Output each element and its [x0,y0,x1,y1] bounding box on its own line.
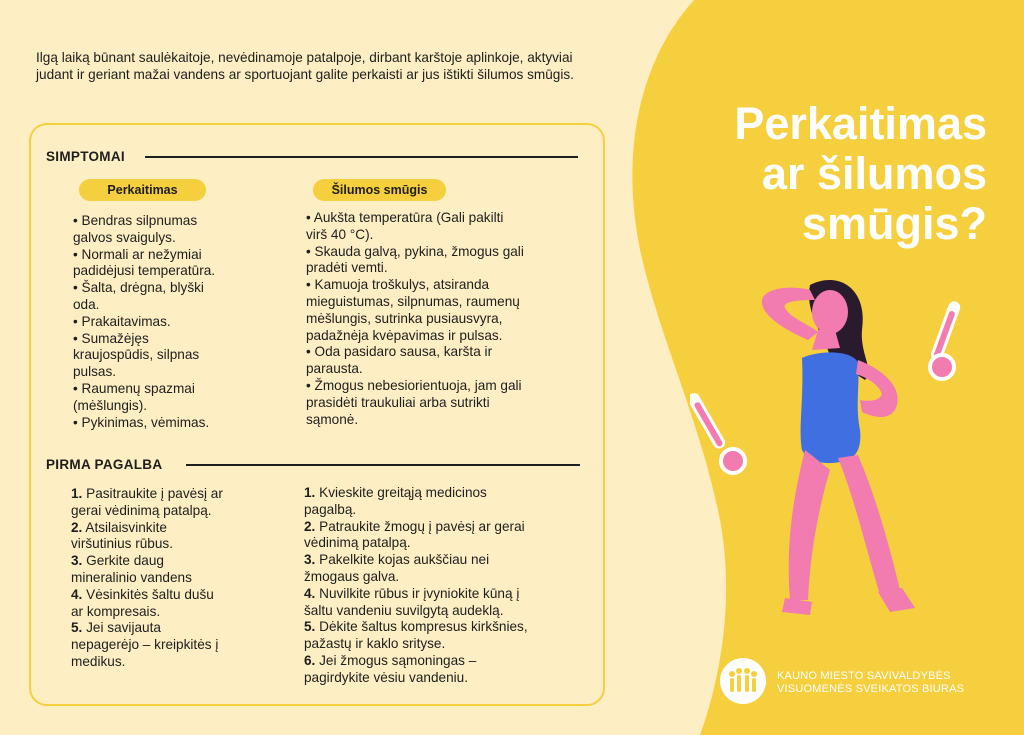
heatstroke-first-aid-list [304,485,594,687]
organization-logo-icon [719,657,767,705]
symptoms-title: SIMPTOMAI [46,149,125,164]
list-item-line: • Skauda galvą, pykina, žmogus gali [306,243,524,259]
list-item-line: mineralinio vandens [71,569,192,585]
list-item [304,485,594,519]
list-item-line: • Sumažėjęs [73,330,149,346]
list-item [71,553,281,587]
step-number: 6. [304,652,316,668]
list-item-line [71,620,281,637]
list-item-line [71,486,281,503]
step-number: 4. [304,585,316,601]
woman-heatstroke-illustration [690,270,990,630]
step-number: 3. [304,552,316,568]
overheating-first-aid-list [71,486,281,671]
list-item [73,381,273,415]
step-text: Jei žmogus sąmoningas – [319,652,477,668]
list-item-line: parausta. [306,361,363,377]
list-item [304,619,594,653]
step-text: Nuvilkite rūbus ir įvyniokite kūną į [319,585,520,601]
list-item [71,520,281,554]
list-item-line: ar kompresais. [71,603,161,619]
list-item-line [304,485,594,502]
step-number: 4. [71,586,83,602]
list-item-line [304,586,594,603]
list-item-line: • Prakaitavimas. [73,313,171,329]
list-item [71,486,281,520]
step-number: 1. [304,485,316,500]
list-item-line: • Bendras silpnumas [73,213,198,228]
list-item-line: (mėšlungis). [73,397,148,413]
list-item-line [304,519,594,536]
list-item-line: • Pykinimas, vėmimas. [73,414,210,430]
list-item-line: • Normali ar nežymiai [73,246,202,262]
list-item-line: • Žmogus nebesiorientuoja, jam gali [306,377,522,393]
step-number: 2. [304,518,316,534]
first-aid-title: PIRMA PAGALBA [46,457,163,472]
list-item-line: mieguistumas, silpnumas, raumenų [306,293,520,309]
list-item [306,378,586,428]
list-item-line: • Raumenų spazmai [73,380,195,396]
list-item-line [71,587,281,604]
list-item-line: nepagerėjo – kreipkitės į [71,637,219,653]
list-item-line: • Kamuoja troškulys, atsiranda [306,277,490,293]
list-item-line [71,553,281,570]
step-number: 2. [71,519,83,535]
list-item-line: padažnėja kvėpavimas ir pulsas. [306,327,503,343]
thermometer-left-icon [690,391,745,473]
list-item [73,280,273,314]
overheating-symptoms-list [73,213,273,431]
step-text: Patraukite žmogų į pavėsį ar gerai [319,518,525,534]
list-item [73,415,273,432]
list-item-line [71,520,281,537]
list-item-line [304,653,594,670]
list-item [306,277,586,344]
list-item [306,210,586,244]
list-item [304,586,594,620]
list-item [71,587,281,621]
list-item [73,314,273,331]
list-item [73,213,273,247]
list-item-line: gerai vėdinimą patalpą. [71,502,212,518]
list-item-line: prasidėti traukuliai arba sutrikti [306,394,490,410]
list-item-line: pagirdykite vėsiu vandeniu. [304,669,468,685]
overheating-badge: Perkaitimas [79,179,206,201]
step-number: 3. [71,553,83,569]
symptoms-divider [145,156,578,158]
step-text: Atsilaisvinkite [85,519,167,535]
list-item-line: kraujospūdis, silpnas [73,347,200,363]
page-title: Perkaitimas ar šilumos smūgis? [734,98,987,249]
step-text: Kvieskite greitąją medicinos [319,485,487,500]
list-item-line: • Aukšta temperatūra (Gali pakilti [306,210,504,225]
list-item-line: vėdinimą patalpą. [304,535,411,551]
list-item-line: pradėti vemti. [306,260,388,276]
list-item-line: galvos svaigulys. [73,229,176,245]
step-number: 1. [71,486,83,501]
step-number: 5. [304,619,316,635]
first-aid-divider [186,464,580,466]
step-text: Pasitraukite į pavėsį ar [86,486,223,501]
heatstroke-symptoms-list [306,210,586,428]
step-number: 5. [71,620,83,636]
step-text: Pakelkite kojas aukščiau nei [319,552,490,568]
step-text: Jei savijauta [86,620,161,636]
list-item-line: oda. [73,296,100,312]
step-text: Vėsinkitės šaltu dušu [86,586,214,602]
list-item [306,344,586,378]
organization-name: KAUNO MIESTO SAVIVALDYBĖS VISUOMENĖS SVEIKATOS BIURAS [777,670,965,695]
step-text: Gerkite daug [86,553,164,569]
thermometer-right-icon [929,300,961,379]
list-item [73,331,273,381]
list-item-line: pulsas. [73,364,117,380]
list-item-line: medikus. [71,653,126,669]
list-item [71,620,281,670]
list-item-line: • Oda pasidaro sausa, karšta ir [306,344,493,360]
intro-text: Ilgą laiką būnant saulėkaitoje, nevėdinamoje patalpoje, dirbant karštoje aplinkoje, aktyviai judant ir geriant mažai vandens ar sportuojant galite perkaisti ar jus ištikti šilumos smūgis. [36,50,574,82]
list-item-line: sąmonė. [306,411,359,427]
list-item-line: pagalbą. [304,501,357,517]
list-item-line [304,552,594,569]
list-item-line: žmogaus galva. [304,568,400,584]
list-item-line: pažastų ir kaklo srityse. [304,636,446,652]
list-item-line: virš 40 °C). [306,226,374,242]
heatstroke-badge: Šilumos smūgis [313,179,446,201]
list-item-line: mėšlungis, sutrinka pusiausvyra, [306,310,503,326]
step-text: Dėkite šaltus kompresus kirkšnies, [319,619,528,635]
list-item [306,244,586,278]
list-item-line: padidėjusi temperatūra. [73,263,216,279]
list-item [304,653,594,687]
list-item-line: viršutinius rūbus. [71,536,173,552]
list-item-line: • Šalta, drėgna, blyški [73,280,204,296]
list-item-line [304,619,594,636]
list-item [304,552,594,586]
list-item [73,247,273,281]
list-item-line: šaltu vandeniu suvilgytą audeklą. [304,602,504,618]
list-item [304,519,594,553]
